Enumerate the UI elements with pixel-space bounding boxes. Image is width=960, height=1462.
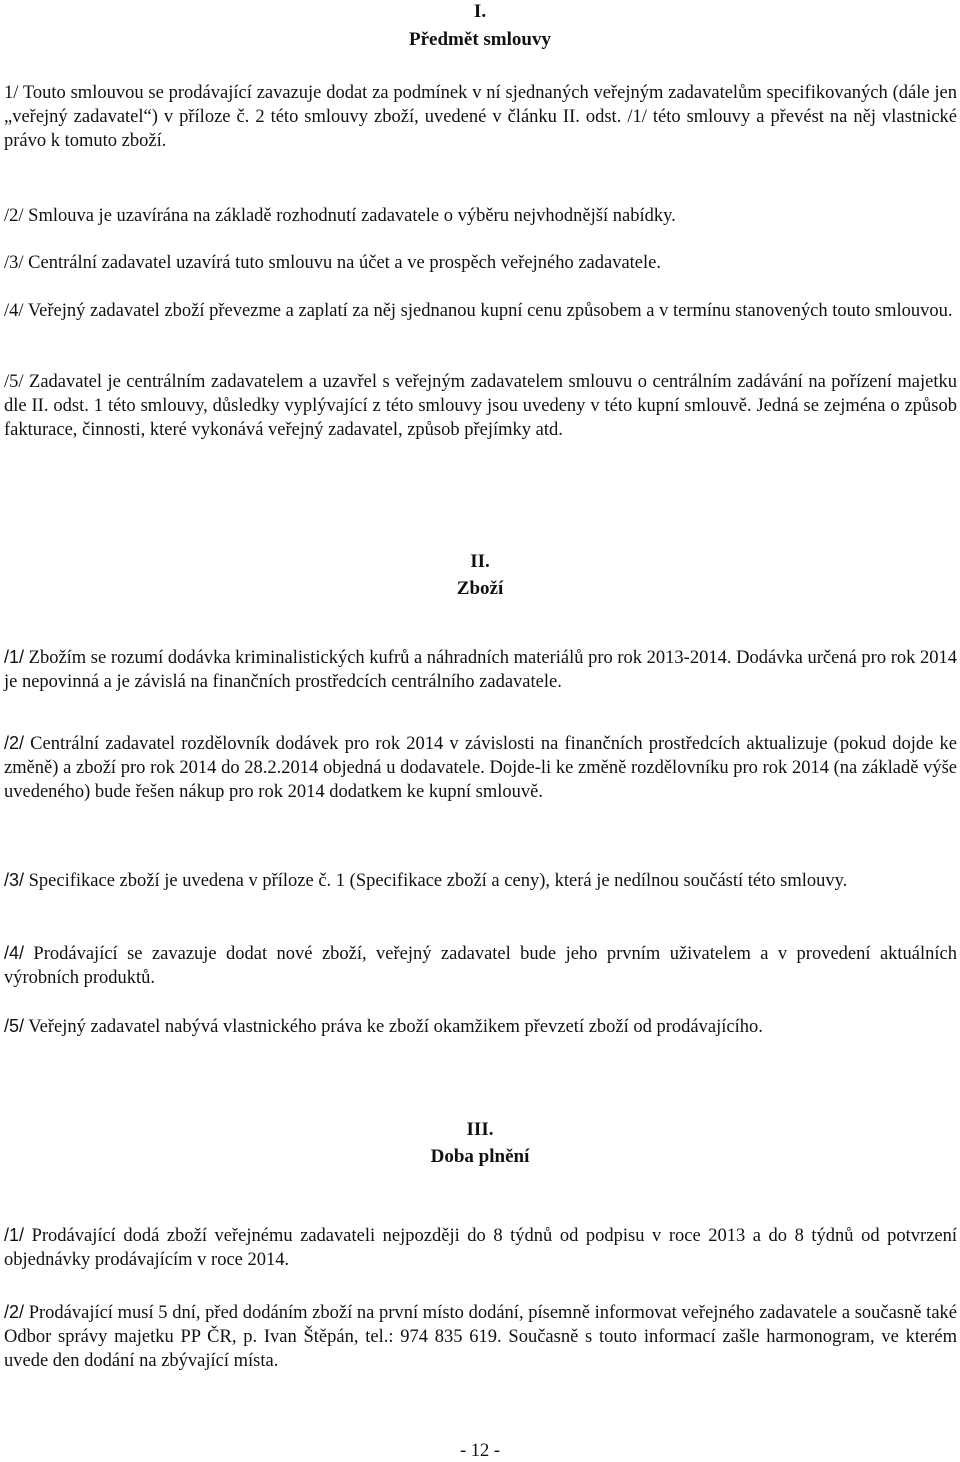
paragraph-number: /5/ bbox=[4, 1016, 25, 1036]
paragraph-number: /2/ bbox=[4, 1302, 25, 1322]
paragraph-text: 1/ Touto smlouvou se prodávající zavazuje dodat za podmínek v ní sjednaných veřejným zadavatelům specifikovaných (dále jen „veřejný zadavatel“) v příloze č. 2 této smlouvy zboží, uvedené v článku II. odst. /1/ této smlouvy a převést na něj vlastnické právo k tomuto zboží. bbox=[4, 83, 957, 151]
section-3-number: III. bbox=[466, 1119, 494, 1140]
paragraph-text: Prodávající dodá zboží veřejnému zadavateli nejpozději do 8 týdnů od podpisu v roce 2013 a do 8 týdnů od potvrzení objednávky prodávajícím v roce 2014. bbox=[4, 1226, 957, 1270]
section-1-number: I. bbox=[473, 1, 487, 22]
paragraph-text: Prodávající se zavazuje dodat nové zboží, veřejný zadavatel bude jeho prvním uživatelem a v provedení aktuálních výrobních produktů. bbox=[4, 944, 957, 988]
paragraph-text: Specifikace zboží je uvedena v příloze č. 1 (Specifikace zboží a ceny), která je nedílnou součástí této smlouvy. bbox=[24, 871, 848, 891]
section-3-title: Doba plnění bbox=[430, 1146, 530, 1167]
section-2-paragraph-4 bbox=[4, 941, 957, 990]
paragraph-text: Prodávající musí 5 dní, před dodáním zboží na první místo dodání, písemně informovat veřejného zadavatele a současně také Odbor správy majetku PP ČR, p. Ivan Štěpán, tel.: 974 835 619. Současně s touto informací zašle harmonogram, ve kterém uvede den dodání na zbývající místa. bbox=[4, 1303, 957, 1371]
paragraph-number: /2/ bbox=[4, 733, 25, 753]
section-2-paragraph-2 bbox=[4, 731, 957, 804]
section-1-paragraph-3 bbox=[4, 251, 957, 275]
section-1-paragraph-2 bbox=[4, 204, 957, 228]
section-1-paragraph-5 bbox=[4, 370, 957, 442]
paragraph-number: /1/ bbox=[4, 1225, 25, 1245]
paragraph-text: Centrální zadavatel rozdělovník dodávek pro rok 2014 v závislosti na finančních prostředcích aktualizuje (pokud dojde ke změně) a zboží pro rok 2014 do 28.2.2014 objedná u dodavatele. Dojde-li ke změně rozdělovníku pro rok 2014 (na základě výše uvedeného) bude řešen nákup pro rok 2014 dodatkem ke kupní smlouvě. bbox=[4, 734, 957, 802]
paragraph-text: /5/ Zadavatel je centrálním zadavatelem a uzavřel s veřejným zadavatelem smlouvu o centrálním zadávání na pořízení majetku dle II. odst. 1 této smlouvy, důsledky vyplývající z této smlouvy jsou uvedeny v této kupní smlouvě. Jedná se zejména o způsob fakturace, činnosti, které vykonává veřejný zadavatel, způsob přejímky atd. bbox=[4, 372, 957, 440]
paragraph-number: /1/ bbox=[4, 647, 25, 667]
paragraph-number: /4/ bbox=[4, 943, 25, 963]
paragraph-text: /3/ Centrální zadavatel uzavírá tuto smlouvu na účet a ve prospěch veřejného zadavatele. bbox=[4, 253, 661, 273]
paragraph-number: /3/ bbox=[4, 870, 25, 890]
paragraph-text: /2/ Smlouva je uzavírána na základě rozhodnutí zadavatele o výběru nejvhodnější nabídky. bbox=[4, 206, 676, 226]
section-2-number: II. bbox=[470, 551, 490, 572]
section-2-title: Zboží bbox=[456, 578, 504, 599]
section-1-paragraph-1 bbox=[4, 81, 957, 153]
section-1-paragraph-4 bbox=[4, 299, 957, 323]
section-3-paragraph-1 bbox=[4, 1223, 957, 1272]
section-2-paragraph-3 bbox=[4, 868, 957, 893]
page-number: - 12 - bbox=[459, 1441, 501, 1461]
paragraph-text: /4/ Veřejný zadavatel zboží převezme a zaplatí za něj sjednanou kupní cenu způsobem a v termínu stanovených touto smlouvou. bbox=[4, 301, 953, 321]
section-2-paragraph-5 bbox=[4, 1014, 957, 1039]
section-1-title: Předmět smlouvy bbox=[409, 29, 551, 50]
section-3-paragraph-2 bbox=[4, 1300, 957, 1373]
paragraph-text: Zbožím se rozumí dodávka kriminalistických kufrů a náhradních materiálů pro rok 2013-2014. Dodávka určená pro rok 2014 je nepovinná a je závislá na finančních prostředcích centrálního zadavatele. bbox=[4, 648, 957, 692]
paragraph-text: Veřejný zadavatel nabývá vlastnického práva ke zboží okamžikem převzetí zboží od prodávajícího. bbox=[24, 1017, 763, 1037]
section-2-paragraph-1 bbox=[4, 645, 957, 694]
